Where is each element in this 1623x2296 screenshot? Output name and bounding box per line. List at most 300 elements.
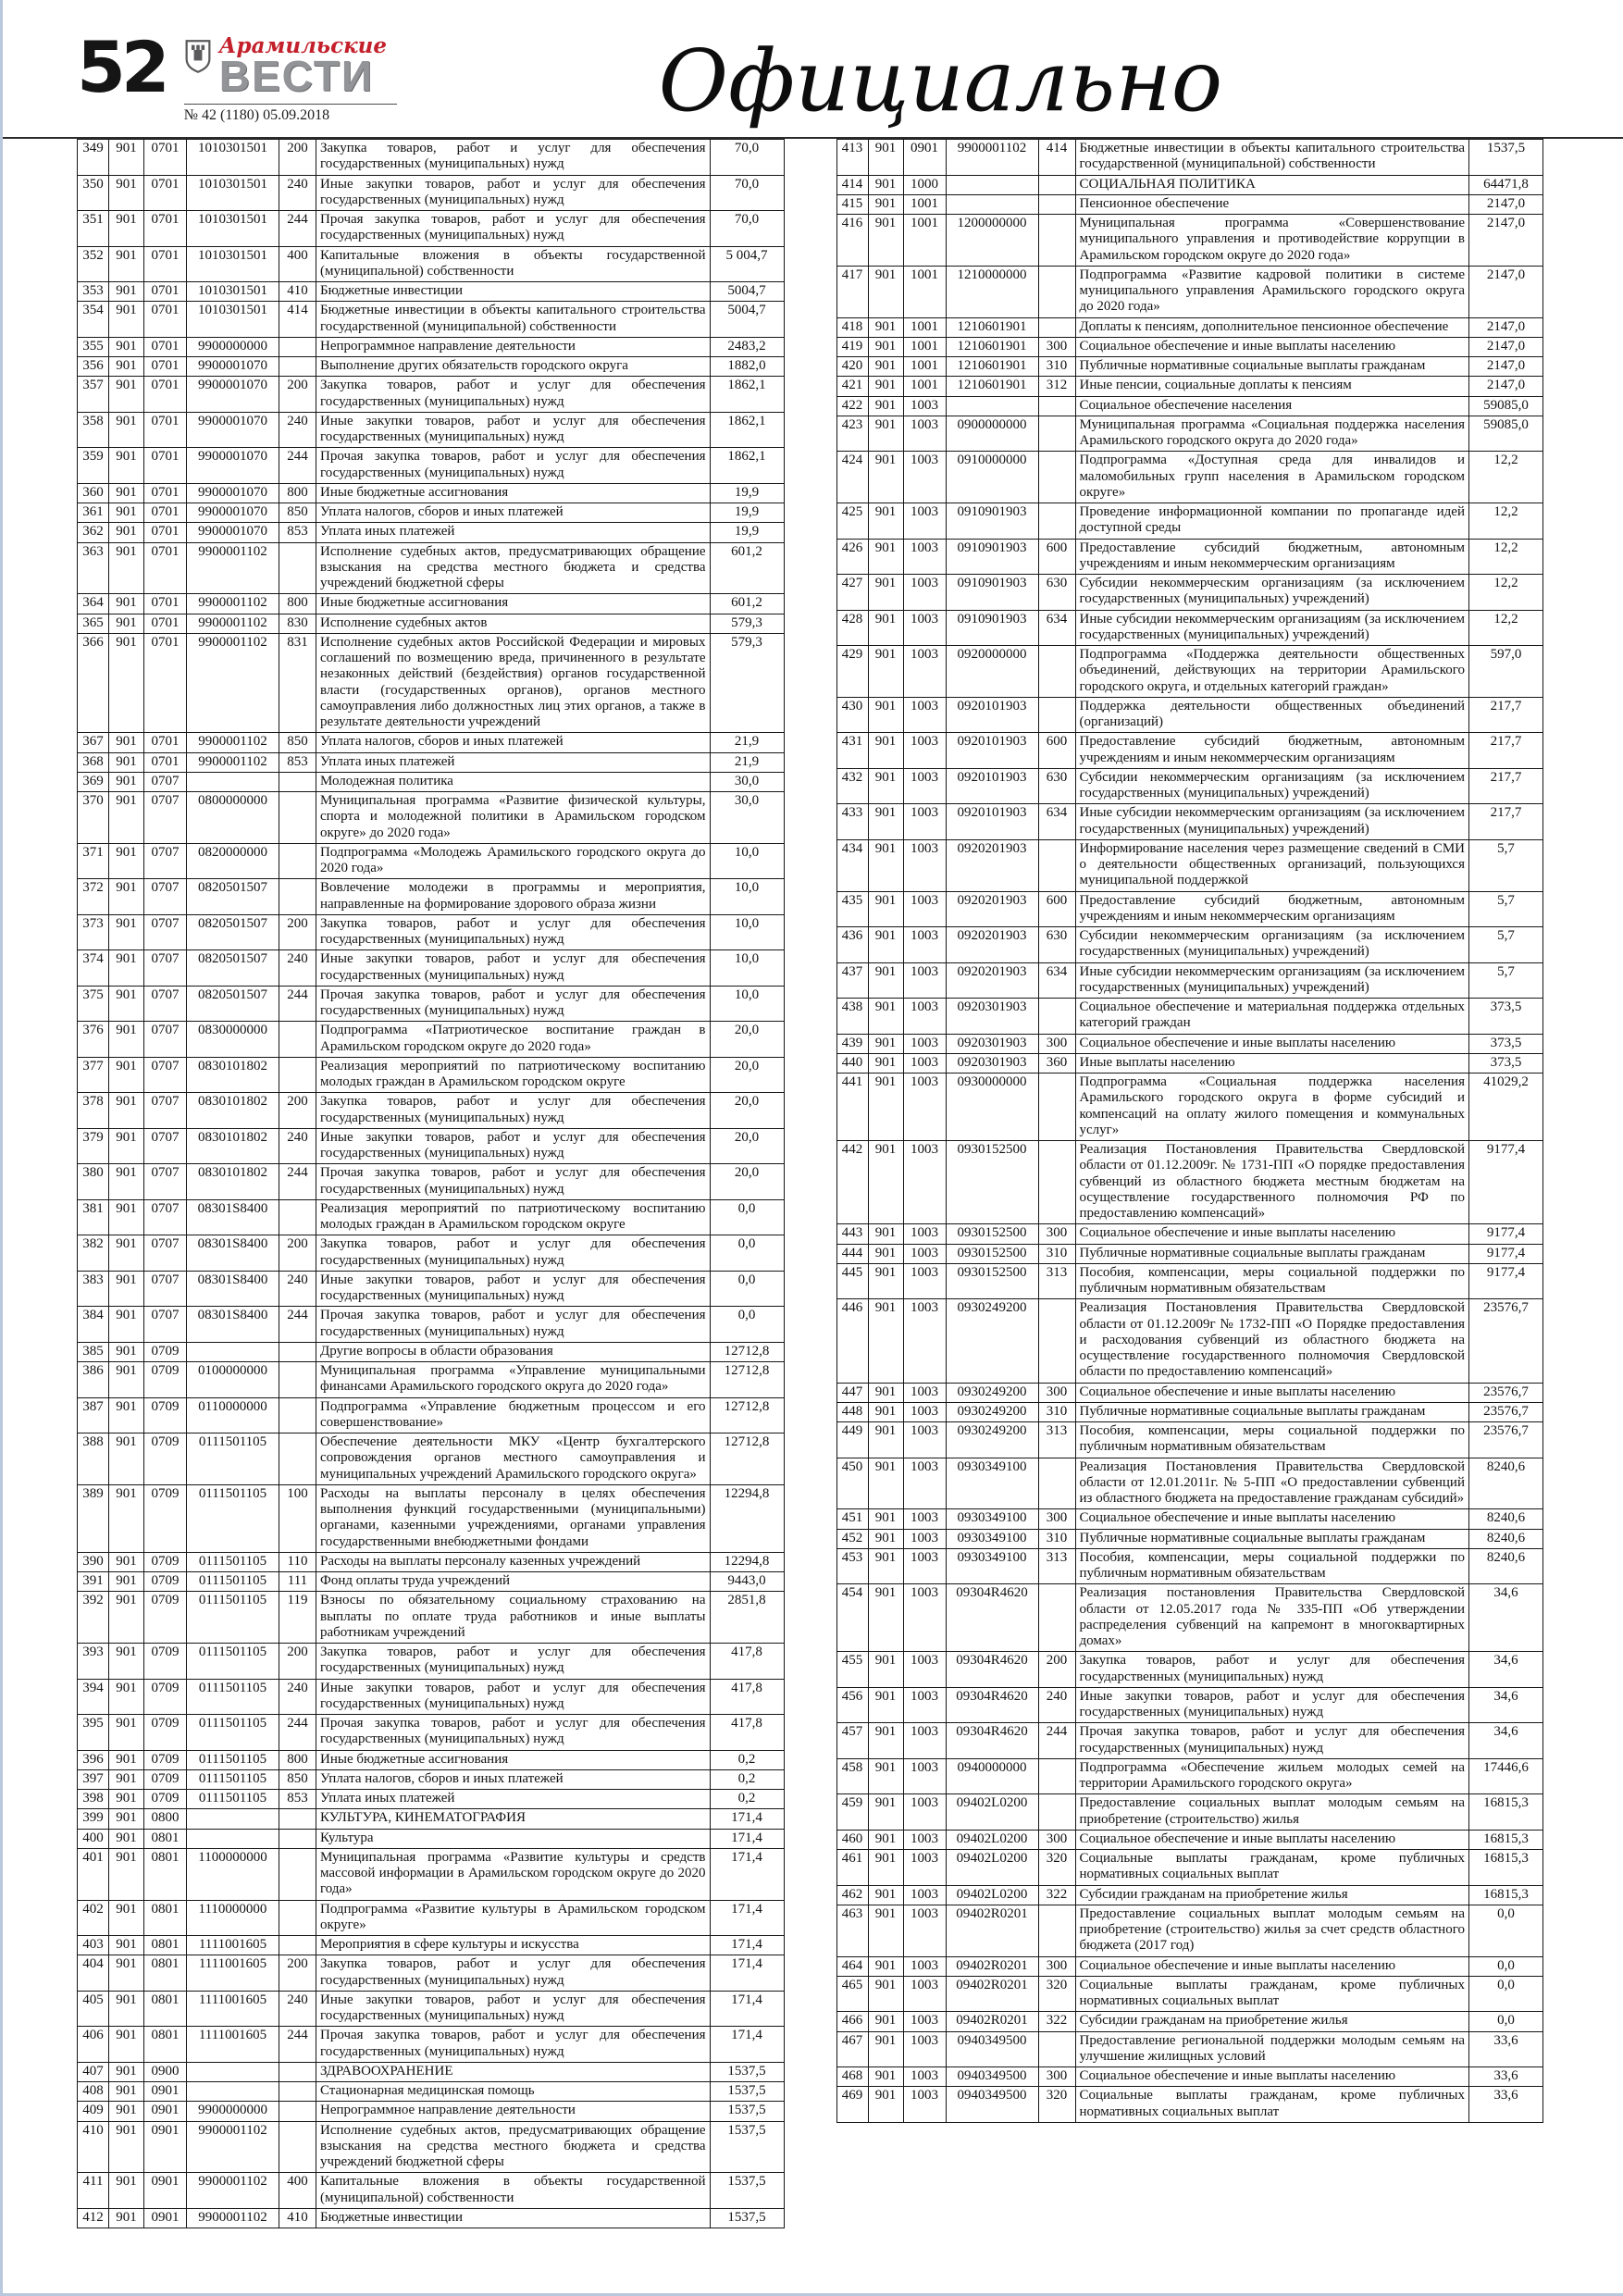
grbs-code: 901 [109, 614, 144, 633]
grbs-code: 901 [109, 792, 144, 844]
target-article-code: 1210000000 [946, 266, 1038, 317]
grbs-code: 901 [868, 1652, 903, 1688]
expenditure-name: Пособия, компенсации, меры социальной поддержки по публичным нормативным обязательствам [1075, 1548, 1469, 1584]
target-article-code: 0920201903 [946, 891, 1038, 927]
section-subsection-code: 0900 [144, 2062, 187, 2081]
newspaper-logo [184, 35, 397, 124]
target-article-code: 0111501105 [187, 1750, 279, 1769]
amount: 19,9 [710, 483, 784, 503]
section-subsection-code: 0707 [144, 914, 187, 950]
table-row [78, 211, 785, 247]
section-subsection-code: 1000 [903, 175, 946, 194]
table-row [836, 1652, 1543, 1688]
row-number: 363 [78, 542, 109, 594]
expense-type-code: 240 [279, 1128, 316, 1164]
table-row [836, 1402, 1543, 1421]
section-subsection-code: 1003 [903, 1074, 946, 1141]
section-subsection-code: 0801 [144, 1900, 187, 1936]
target-article-code: 9900001070 [187, 523, 279, 542]
target-article-code: 0930249200 [946, 1299, 1038, 1383]
amount: 9177,4 [1469, 1141, 1543, 1224]
section-subsection-code: 0801 [144, 1936, 187, 1955]
amount: 217,7 [1469, 804, 1543, 840]
expenditure-name: Публичные нормативные социальные выплаты гражданам [1075, 1402, 1469, 1421]
table-row [836, 646, 1543, 698]
target-article-code: 0930152500 [946, 1224, 1038, 1244]
section-subsection-code: 0701 [144, 377, 187, 413]
target-article-code: 0910000000 [946, 452, 1038, 503]
grbs-code: 901 [868, 697, 903, 733]
grbs-code: 901 [868, 1905, 903, 1956]
table-row [836, 1224, 1543, 1244]
table-row [836, 539, 1543, 575]
expense-type-code: 312 [1038, 377, 1075, 396]
section-subsection-code: 0707 [144, 1164, 187, 1200]
section-subsection-code: 0709 [144, 1572, 187, 1592]
expenditure-name: Прочая закупка товаров, работ и услуг для обеспечения государственных (муниципальных) нужд [316, 986, 711, 1022]
expenditure-name: Социальное обеспечение и иные выплаты населению [1075, 1830, 1469, 1849]
expense-type-code [279, 2121, 316, 2173]
grbs-code: 901 [868, 1584, 903, 1652]
expenditure-name: Социальное обеспечение населения [1075, 396, 1469, 416]
amount: 217,7 [1469, 697, 1543, 733]
table-row [836, 999, 1543, 1035]
row-number: 391 [78, 1572, 109, 1592]
target-article-code: 09402R0201 [946, 1905, 1038, 1956]
expenditure-name: Субсидии гражданам на приобретение жилья [1075, 1885, 1469, 1905]
table-row [836, 1299, 1543, 1383]
table-row [836, 891, 1543, 927]
grbs-code: 901 [868, 1074, 903, 1141]
section-subsection-code: 1003 [903, 1758, 946, 1794]
issue-info: № 42 (1180) 05.09.2018 [184, 104, 397, 124]
table-row [78, 483, 785, 503]
amount: 2147,0 [1469, 215, 1543, 267]
row-number: 386 [78, 1362, 109, 1398]
expense-type-code [1038, 1074, 1075, 1141]
row-number: 437 [836, 962, 868, 999]
expenditure-name: Взносы по обязательному социальному страхованию на выплаты по оплате труда работников и иные выплаты работникам учреждений [316, 1592, 711, 1644]
grbs-code: 901 [109, 211, 144, 247]
expenditure-name: Иные закупки товаров, работ и услуг для обеспечения государственных (муниципальных) нужд [1075, 1687, 1469, 1723]
row-number: 441 [836, 1074, 868, 1141]
table-row [836, 1794, 1543, 1831]
grbs-code: 901 [109, 594, 144, 614]
expenditure-name: Предоставление субсидий бюджетным, автономным учреждениям и иным некоммерческим организациям [1075, 539, 1469, 575]
table-row [78, 1900, 785, 1936]
row-number: 360 [78, 483, 109, 503]
grbs-code: 901 [109, 542, 144, 594]
expenditure-name: Подпрограмма «Управление бюджетным процессом и его совершенствование» [316, 1397, 711, 1433]
row-number: 444 [836, 1244, 868, 1263]
target-article-code: 0910901903 [946, 575, 1038, 611]
table-row [836, 1687, 1543, 1723]
section-subsection-code: 0709 [144, 1552, 187, 1571]
amount: 171,4 [710, 1936, 784, 1955]
expense-type-code: 200 [279, 914, 316, 950]
amount: 70,0 [710, 211, 784, 247]
row-number: 407 [78, 2062, 109, 2081]
section-subsection-code: 0707 [144, 1271, 187, 1307]
target-article-code: 0111501105 [187, 1769, 279, 1789]
section-subsection-code: 0901 [144, 2121, 187, 2173]
table-row [78, 1936, 785, 1955]
table-row [836, 1584, 1543, 1652]
row-number: 392 [78, 1592, 109, 1644]
grbs-code: 901 [109, 1271, 144, 1307]
expenditure-name: Капитальные вложения в объекты государственной (муниципальной) собственности [316, 246, 711, 282]
row-number: 364 [78, 594, 109, 614]
target-article-code: 1010301501 [187, 302, 279, 338]
expense-type-code: 850 [279, 1769, 316, 1789]
target-article-code: 0920301903 [946, 999, 1038, 1035]
expense-type-code [1038, 1299, 1075, 1383]
amount: 0,0 [1469, 1976, 1543, 2012]
grbs-code: 901 [109, 1362, 144, 1398]
grbs-code: 901 [109, 523, 144, 542]
grbs-code: 901 [109, 772, 144, 791]
row-number: 351 [78, 211, 109, 247]
grbs-code: 901 [868, 1224, 903, 1244]
section-subsection-code: 1003 [903, 1976, 946, 2012]
target-article-code: 1111001605 [187, 2027, 279, 2063]
row-number: 349 [78, 140, 109, 176]
target-article-code [946, 175, 1038, 194]
table-row [78, 1271, 785, 1307]
grbs-code: 901 [868, 1383, 903, 1402]
section-subsection-code: 0707 [144, 1307, 187, 1343]
table-row [78, 1093, 785, 1129]
amount: 1537,5 [710, 2062, 784, 2081]
table-row [78, 1342, 785, 1361]
grbs-code: 901 [109, 1235, 144, 1272]
row-number: 366 [78, 633, 109, 733]
grbs-code: 901 [868, 1529, 903, 1548]
expense-type-code [1038, 646, 1075, 698]
section-subsection-code: 1003 [903, 1529, 946, 1548]
grbs-code: 901 [868, 1723, 903, 1759]
row-number: 420 [836, 357, 868, 377]
table-row [836, 1034, 1543, 1053]
grbs-code: 901 [868, 396, 903, 416]
expense-type-code [1038, 317, 1075, 337]
target-article-code: 09402R0201 [946, 1976, 1038, 2012]
row-number: 450 [836, 1458, 868, 1509]
section-subsection-code: 1003 [903, 2031, 946, 2067]
expense-type-code: 300 [1038, 1509, 1075, 1529]
grbs-code: 901 [109, 282, 144, 302]
target-article-code: 0111501105 [187, 1484, 279, 1552]
grbs-code: 901 [868, 377, 903, 396]
target-article-code: 0900000000 [946, 416, 1038, 452]
expense-type-code [1038, 175, 1075, 194]
row-number: 397 [78, 1769, 109, 1789]
expense-type-code [279, 1829, 316, 1848]
section-subsection-code: 0709 [144, 1790, 187, 1809]
expenditure-name: Пособия, компенсации, меры социальной поддержки по публичным нормативным обязательствам [1075, 1422, 1469, 1458]
table-row [78, 1769, 785, 1789]
target-article-code: 0920301903 [946, 1034, 1038, 1053]
expenditure-name: Публичные нормативные социальные выплаты гражданам [1075, 1244, 1469, 1263]
amount: 2147,0 [1469, 266, 1543, 317]
target-article-code: 0940000000 [946, 1758, 1038, 1794]
expense-type-code: 300 [1038, 1383, 1075, 1402]
expenditure-name: Публичные нормативные социальные выплаты гражданам [1075, 1529, 1469, 1548]
table-row [836, 1905, 1543, 1956]
grbs-code: 901 [868, 194, 903, 214]
expense-type-code: 360 [1038, 1053, 1075, 1073]
row-number: 439 [836, 1034, 868, 1053]
table-row [836, 1529, 1543, 1548]
target-article-code: 0940349500 [946, 2031, 1038, 2067]
expenditure-name: Непрограммное направление деятельности [316, 337, 711, 356]
table-row [836, 839, 1543, 891]
section-subsection-code: 0701 [144, 412, 187, 448]
amount: 2483,2 [710, 337, 784, 356]
expense-type-code [1038, 194, 1075, 214]
expenditure-name: Закупка товаров, работ и услуг для обеспечения государственных (муниципальных) нужд [316, 1235, 711, 1272]
grbs-code: 901 [868, 317, 903, 337]
target-article-code: 0920201903 [946, 927, 1038, 963]
row-number: 449 [836, 1422, 868, 1458]
row-number: 394 [78, 1679, 109, 1715]
expenditure-name: Исполнение судебных актов, предусматривающих обращение взыскания на средства местного бюджета и средства учреждений бюджетной сферы [316, 2121, 711, 2173]
row-number: 413 [836, 140, 868, 176]
expense-type-code [279, 1342, 316, 1361]
row-number: 406 [78, 2027, 109, 2063]
amount: 12,2 [1469, 539, 1543, 575]
expense-type-code [279, 1848, 316, 1900]
expenditure-name: Социальное обеспечение и иные выплаты населению [1075, 1509, 1469, 1529]
expense-type-code [279, 1022, 316, 1058]
grbs-code: 901 [109, 1750, 144, 1769]
row-number: 421 [836, 377, 868, 396]
amount: 41029,2 [1469, 1074, 1543, 1141]
amount: 2851,8 [710, 1592, 784, 1644]
expenditure-name: Расходы на выплаты персоналу в целях обеспечения выполнения функций государственными (муниципальными) органами, казенными учреждениями, органами управления государственными внебюджетными фондами [316, 1484, 711, 1552]
row-number: 419 [836, 337, 868, 356]
section-subsection-code: 1003 [903, 1548, 946, 1584]
target-article-code: 08301S8400 [187, 1199, 279, 1235]
expense-type-code [279, 772, 316, 791]
table-row [836, 337, 1543, 356]
target-article-code: 1010301501 [187, 140, 279, 176]
target-article-code: 9900000000 [187, 337, 279, 356]
target-article-code: 09402L0200 [946, 1885, 1038, 1905]
expenditure-name: Информирование населения через размещение сведений в СМИ о деятельности общественных организаций, пользующихся муниципальной поддержкой [1075, 839, 1469, 891]
amount: 1537,5 [710, 2102, 784, 2121]
grbs-code: 901 [109, 2062, 144, 2081]
row-number: 377 [78, 1057, 109, 1093]
target-article-code: 1010301501 [187, 175, 279, 211]
section-subsection-code: 1001 [903, 266, 946, 317]
row-number: 435 [836, 891, 868, 927]
table-row [78, 1552, 785, 1571]
target-article-code: 9900001070 [187, 503, 279, 523]
expense-type-code: 850 [279, 733, 316, 752]
amount: 33,6 [1469, 2087, 1543, 2123]
row-number: 411 [78, 2173, 109, 2209]
amount: 1537,5 [710, 2173, 784, 2209]
amount: 579,3 [710, 614, 784, 633]
amount: 8240,6 [1469, 1529, 1543, 1548]
row-number: 378 [78, 1093, 109, 1129]
row-number: 422 [836, 396, 868, 416]
grbs-code: 901 [109, 140, 144, 176]
amount: 5,7 [1469, 927, 1543, 963]
row-number: 418 [836, 317, 868, 337]
row-number: 402 [78, 1900, 109, 1936]
target-article-code: 0820501507 [187, 914, 279, 950]
row-number: 371 [78, 843, 109, 879]
table-row [836, 1548, 1543, 1584]
grbs-code: 901 [109, 1164, 144, 1200]
amount: 33,6 [1469, 2067, 1543, 2087]
target-article-code: 0910901903 [946, 503, 1038, 540]
expenditure-name: Мероприятия в сфере культуры и искусства [316, 1936, 711, 1955]
table-row [836, 1422, 1543, 1458]
amount: 0,2 [710, 1750, 784, 1769]
target-article-code [187, 1342, 279, 1361]
expenditure-name: ЗДРАВООХРАНЕНИЕ [316, 2062, 711, 2081]
grbs-code: 901 [109, 503, 144, 523]
row-number: 367 [78, 733, 109, 752]
row-number: 453 [836, 1548, 868, 1584]
target-article-code: 09304R4620 [946, 1723, 1038, 1759]
amount: 34,6 [1469, 1584, 1543, 1652]
grbs-code: 901 [868, 1850, 903, 1886]
table-row [836, 357, 1543, 377]
row-number: 358 [78, 412, 109, 448]
expenditure-name: Подпрограмма «Социальная поддержка населения Арамильского городского округа в форме субсидий и компенсаций на оплату жилого помещения и коммунальных услуг» [1075, 1074, 1469, 1141]
expenditure-name: Исполнение судебных актов Российской Федерации и мировых соглашений по возмещению вреда, причиненного в результате незаконных действий (бездействия) органов государственной власти (государственных органов), органов местного самоуправления либо должностных лиц этих органов, а также в результате деятельности учреждений [316, 633, 711, 733]
row-number: 354 [78, 302, 109, 338]
table-row [836, 610, 1543, 646]
row-number: 350 [78, 175, 109, 211]
expenditure-name: Доплаты к пенсиям, дополнительное пенсионное обеспечение [1075, 317, 1469, 337]
section-subsection-code: 1003 [903, 1141, 946, 1224]
expenditure-name: Закупка товаров, работ и услуг для обеспечения государственных (муниципальных) нужд [1075, 1652, 1469, 1688]
table-row [836, 2087, 1543, 2123]
grbs-code: 901 [109, 357, 144, 377]
amount: 12,2 [1469, 610, 1543, 646]
expense-type-code: 850 [279, 503, 316, 523]
row-number: 438 [836, 999, 868, 1035]
amount: 171,4 [710, 1848, 784, 1900]
budget-table-right-column [836, 139, 1544, 2123]
table-row [78, 2208, 785, 2228]
amount: 19,9 [710, 503, 784, 523]
section-subsection-code: 0701 [144, 211, 187, 247]
target-article-code: 0830101802 [187, 1093, 279, 1129]
grbs-code: 901 [109, 1809, 144, 1829]
amount: 1537,5 [710, 2121, 784, 2173]
expense-type-code: 240 [279, 1991, 316, 2027]
expense-type-code: 800 [279, 1750, 316, 1769]
section-subsection-code: 0707 [144, 879, 187, 915]
target-article-code: 0940349500 [946, 2067, 1038, 2087]
target-article-code: 9900001070 [187, 377, 279, 413]
amount: 70,0 [710, 175, 784, 211]
table-row [78, 1829, 785, 1848]
expense-type-code: 244 [279, 1307, 316, 1343]
grbs-code: 901 [868, 266, 903, 317]
row-number: 379 [78, 1128, 109, 1164]
section-subsection-code: 1003 [903, 1458, 946, 1509]
grbs-code: 901 [868, 1687, 903, 1723]
section-subsection-code: 0701 [144, 246, 187, 282]
grbs-code: 901 [109, 448, 144, 484]
grbs-code: 901 [109, 2027, 144, 2063]
table-row [78, 986, 785, 1022]
section-subsection-code: 1003 [903, 1652, 946, 1688]
row-number: 426 [836, 539, 868, 575]
section-subsection-code: 0901 [144, 2102, 187, 2121]
section-subsection-code: 1003 [903, 999, 946, 1035]
row-number: 425 [836, 503, 868, 540]
table-row [836, 452, 1543, 503]
section-subsection-code: 0801 [144, 2027, 187, 2063]
expenditure-name: Расходы на выплаты персоналу казенных учреждений [316, 1552, 711, 1571]
amount: 34,6 [1469, 1687, 1543, 1723]
expenditure-name: Закупка товаров, работ и услуг для обеспечения государственных (муниципальных) нужд [316, 1093, 711, 1129]
section-subsection-code: 0707 [144, 1235, 187, 1272]
target-article-code: 9900001070 [187, 412, 279, 448]
section-subsection-code: 0709 [144, 1644, 187, 1680]
section-subsection-code: 0707 [144, 1093, 187, 1129]
section-subsection-code: 1001 [903, 357, 946, 377]
row-number: 451 [836, 1509, 868, 1529]
amount: 171,4 [710, 1809, 784, 1829]
row-number: 374 [78, 950, 109, 987]
section-subsection-code: 1003 [903, 1509, 946, 1529]
section-subsection-code: 0701 [144, 733, 187, 752]
expenditure-name: Молодежная политика [316, 772, 711, 791]
target-article-code: 9900001070 [187, 357, 279, 377]
target-article-code: 9900001070 [187, 483, 279, 503]
target-article-code: 9900001102 [187, 614, 279, 633]
grbs-code: 901 [109, 1790, 144, 1809]
expenditure-name: Муниципальная программа «Развитие культуры и средств массовой информации в Арамильском городском округе до 2020 года» [316, 1848, 711, 1900]
expense-type-code: 320 [1038, 1850, 1075, 1886]
amount: 20,0 [710, 1128, 784, 1164]
row-number: 365 [78, 614, 109, 633]
amount: 30,0 [710, 792, 784, 844]
grbs-code: 901 [109, 1552, 144, 1571]
row-number: 404 [78, 1955, 109, 1992]
grbs-code: 901 [868, 2087, 903, 2123]
target-article-code [946, 396, 1038, 416]
section-subsection-code: 0707 [144, 1128, 187, 1164]
expenditure-name: Исполнение судебных актов [316, 614, 711, 633]
row-number: 424 [836, 452, 868, 503]
expenditure-name: Субсидии некоммерческим организациям (за исключением государственных (муниципальных) учреждений) [1075, 927, 1469, 963]
section-subsection-code: 0901 [144, 2173, 187, 2209]
section-subsection-code: 1003 [903, 575, 946, 611]
section-subsection-code: 1003 [903, 1956, 946, 1976]
table-row [78, 1750, 785, 1769]
expenditure-name: Муниципальная программа «Совершенствование муниципального управления и противодействие коррупции в Арамильском городском округе до 2020 года» [1075, 215, 1469, 267]
expense-type-code: 200 [279, 377, 316, 413]
expense-type-code: 800 [279, 483, 316, 503]
amount: 579,3 [710, 633, 784, 733]
grbs-code: 901 [109, 246, 144, 282]
table-row [836, 927, 1543, 963]
expenditure-name: Иные закупки товаров, работ и услуг для обеспечения государственных (муниципальных) нужд [316, 1991, 711, 2027]
page-number: 52 [77, 26, 166, 108]
table-row [78, 1022, 785, 1058]
target-article-code: 0930152500 [946, 1141, 1038, 1224]
